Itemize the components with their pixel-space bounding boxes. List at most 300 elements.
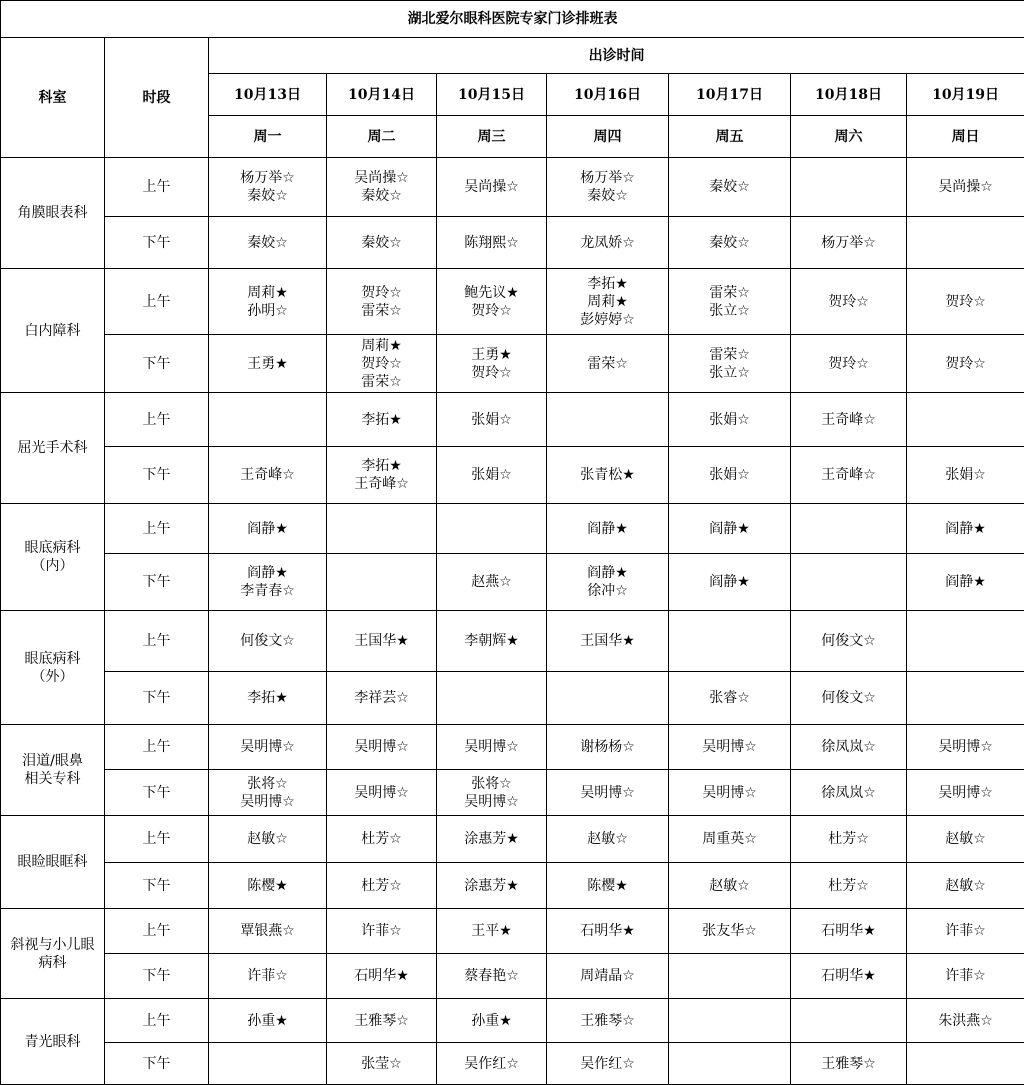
table-row <box>1 672 1024 725</box>
doctor-name: 阎静★ <box>549 520 666 538</box>
department-name-line: 泪道/眼鼻 <box>3 752 102 770</box>
schedule-cell <box>669 217 791 269</box>
doctor-name: 李拓★ <box>211 689 324 707</box>
schedule-cell <box>791 554 907 611</box>
doctor-name: 涂惠芳★ <box>439 877 544 895</box>
schedule-cell <box>209 335 327 393</box>
period-morning: 上午 <box>105 269 209 335</box>
doctor-name: 许菲☆ <box>909 922 1022 940</box>
department-name-line: 白内障科 <box>3 322 102 340</box>
doctor-name: 谢杨杨☆ <box>549 738 666 756</box>
schedule-cell <box>791 863 907 909</box>
doctor-name: 阎静★ <box>671 520 788 538</box>
doctor-name: 张将☆ <box>211 775 324 793</box>
schedule-cell <box>547 504 669 554</box>
doctor-name: 张青松★ <box>549 466 666 484</box>
title-row <box>1 1 1024 38</box>
doctor-name: 周莉★ <box>329 337 434 355</box>
doctor-name: 徐凤岚☆ <box>793 738 904 756</box>
schedule-cell <box>209 1043 327 1085</box>
table-row <box>1 217 1024 269</box>
period-afternoon: 下午 <box>105 335 209 393</box>
doctor-name: 王奇峰☆ <box>211 466 324 484</box>
header-clinic-time: 出诊时间 <box>209 38 1024 74</box>
schedule-cell <box>907 335 1024 393</box>
schedule-cell <box>791 269 907 335</box>
schedule-cell <box>209 554 327 611</box>
doctor-name: 王奇峰☆ <box>793 411 904 429</box>
schedule-cell <box>907 999 1024 1043</box>
doctor-name: 徐凤岚☆ <box>793 784 904 802</box>
doctor-name: 彭婷婷☆ <box>549 311 666 329</box>
schedule-cell <box>547 863 669 909</box>
doctor-name: 张立☆ <box>671 302 788 320</box>
doctor-name: 贺玲☆ <box>793 293 904 311</box>
doctor-name: 阎静★ <box>211 564 324 582</box>
doctor-name: 王平★ <box>439 922 544 940</box>
schedule-cell <box>547 335 669 393</box>
doctor-name: 杨万举☆ <box>549 169 666 187</box>
table-row <box>1 269 1024 335</box>
department-name <box>1 269 105 393</box>
doctor-name: 陈樱★ <box>549 877 666 895</box>
schedule-cell <box>669 816 791 863</box>
schedule-cell <box>209 725 327 770</box>
schedule-cell <box>327 447 437 504</box>
doctor-name: 秦姣☆ <box>671 234 788 252</box>
schedule-cell <box>327 999 437 1043</box>
schedule-cell <box>547 393 669 447</box>
schedule-cell <box>907 217 1024 269</box>
schedule-cell <box>669 1043 791 1085</box>
schedule-cell <box>907 447 1024 504</box>
schedule-cell <box>209 770 327 816</box>
schedule-cell <box>791 909 907 954</box>
schedule-cell <box>791 335 907 393</box>
doctor-name: 李拓★ <box>329 411 434 429</box>
schedule-cell <box>209 954 327 999</box>
schedule-cell <box>907 504 1024 554</box>
doctor-name: 周莉★ <box>549 293 666 311</box>
doctor-name: 吴尚操☆ <box>439 178 544 196</box>
schedule-cell <box>791 447 907 504</box>
doctor-name: 张娟☆ <box>671 411 788 429</box>
schedule-cell <box>907 1043 1024 1085</box>
schedule-cell <box>669 611 791 672</box>
schedule-cell <box>327 863 437 909</box>
schedule-cell <box>437 999 547 1043</box>
schedule-cell <box>547 554 669 611</box>
schedule-cell <box>547 816 669 863</box>
doctor-name: 王雅琴☆ <box>549 1012 666 1030</box>
period-morning: 上午 <box>105 158 209 217</box>
schedule-cell <box>327 393 437 447</box>
schedule-cell <box>209 269 327 335</box>
table-row <box>1 611 1024 672</box>
doctor-name: 秦姣☆ <box>549 187 666 205</box>
period-afternoon: 下午 <box>105 1043 209 1085</box>
period-morning: 上午 <box>105 816 209 863</box>
table-row <box>1 954 1024 999</box>
schedule-cell <box>907 672 1024 725</box>
table-row <box>1 909 1024 954</box>
department-name <box>1 158 105 269</box>
doctor-name: 秦姣☆ <box>211 187 324 205</box>
schedule-cell <box>437 217 547 269</box>
page-title: 湖北爱尔眼科医院专家门诊排班表 <box>1 1 1024 38</box>
schedule-cell <box>209 217 327 269</box>
doctor-name: 王国华★ <box>549 632 666 650</box>
date-header: 10月13日 <box>209 74 327 116</box>
doctor-name: 王勇★ <box>439 346 544 364</box>
doctor-name: 李拓★ <box>329 457 434 475</box>
period-afternoon: 下午 <box>105 217 209 269</box>
doctor-name: 雷荣☆ <box>329 302 434 320</box>
schedule-cell <box>791 999 907 1043</box>
schedule-cell <box>437 672 547 725</box>
weekday-header: 周日 <box>907 116 1024 158</box>
doctor-name: 王勇★ <box>211 355 324 373</box>
schedule-cell <box>791 158 907 217</box>
doctor-name: 吴明博☆ <box>671 784 788 802</box>
date-header: 10月15日 <box>437 74 547 116</box>
table-row <box>1 725 1024 770</box>
doctor-name: 贺玲☆ <box>329 284 434 302</box>
period-morning: 上午 <box>105 393 209 447</box>
schedule-cell <box>791 504 907 554</box>
table-row <box>1 158 1024 217</box>
doctor-name: 吴明博☆ <box>211 738 324 756</box>
doctor-name: 贺玲☆ <box>793 355 904 373</box>
doctor-name: 张莹☆ <box>329 1055 434 1073</box>
doctor-name: 赵敏☆ <box>549 830 666 848</box>
schedule-cell <box>327 672 437 725</box>
department-name <box>1 393 105 504</box>
table-row <box>1 393 1024 447</box>
schedule-cell <box>907 909 1024 954</box>
table-row <box>1 1043 1024 1085</box>
schedule-cell <box>437 863 547 909</box>
schedule-cell <box>669 447 791 504</box>
schedule-cell <box>327 909 437 954</box>
doctor-name: 杨万举☆ <box>793 234 904 252</box>
table-row <box>1 554 1024 611</box>
schedule-cell <box>547 217 669 269</box>
schedule-cell <box>547 999 669 1043</box>
schedule-cell <box>907 725 1024 770</box>
schedule-cell <box>907 393 1024 447</box>
department-name-line: 斜视与小儿眼 <box>3 936 102 954</box>
doctor-name: 张娟☆ <box>439 466 544 484</box>
schedule-cell <box>669 269 791 335</box>
schedule-cell <box>791 611 907 672</box>
schedule-cell <box>209 863 327 909</box>
schedule-cell <box>547 269 669 335</box>
department-name-line: 青光眼科 <box>3 1033 102 1051</box>
doctor-name: 秦姣☆ <box>329 234 434 252</box>
date-header: 10月14日 <box>327 74 437 116</box>
date-header: 10月16日 <box>547 74 669 116</box>
doctor-name: 吴明博☆ <box>439 738 544 756</box>
doctor-name: 周莉★ <box>211 284 324 302</box>
doctor-name: 石明华★ <box>793 922 904 940</box>
table-row <box>1 770 1024 816</box>
schedule-cell <box>327 725 437 770</box>
schedule-cell <box>209 999 327 1043</box>
doctor-name: 吴明博☆ <box>671 738 788 756</box>
doctor-name: 李拓★ <box>549 275 666 293</box>
doctor-name: 蔡春艳☆ <box>439 967 544 985</box>
doctor-name: 王奇峰☆ <box>329 475 434 493</box>
table-row <box>1 447 1024 504</box>
schedule-cell <box>669 725 791 770</box>
schedule-cell <box>547 672 669 725</box>
schedule-cell <box>547 158 669 217</box>
doctor-name: 石明华★ <box>329 967 434 985</box>
period-afternoon: 下午 <box>105 954 209 999</box>
schedule-cell <box>907 954 1024 999</box>
doctor-name: 阎静★ <box>549 564 666 582</box>
doctor-name: 石明华★ <box>793 967 904 985</box>
doctor-name: 许菲☆ <box>329 922 434 940</box>
schedule-cell <box>437 611 547 672</box>
schedule-cell <box>209 158 327 217</box>
doctor-name: 周靖晶☆ <box>549 967 666 985</box>
doctor-name: 赵燕☆ <box>439 573 544 591</box>
header-period: 时段 <box>105 38 209 158</box>
schedule-cell <box>437 954 547 999</box>
doctor-name: 李青春☆ <box>211 582 324 600</box>
schedule-cell <box>327 269 437 335</box>
doctor-name: 吴明博☆ <box>909 784 1022 802</box>
doctor-name: 贺玲☆ <box>439 302 544 320</box>
doctor-name: 孙重★ <box>211 1012 324 1030</box>
doctor-name: 鲍先议★ <box>439 284 544 302</box>
schedule-cell <box>437 393 547 447</box>
doctor-name: 贺玲☆ <box>909 293 1022 311</box>
schedule-cell <box>209 504 327 554</box>
doctor-name: 贺玲☆ <box>909 355 1022 373</box>
department-name <box>1 816 105 909</box>
doctor-name: 何俊文☆ <box>793 632 904 650</box>
doctor-name: 雷荣☆ <box>671 284 788 302</box>
period-afternoon: 下午 <box>105 863 209 909</box>
doctor-name: 孙重★ <box>439 1012 544 1030</box>
schedule-cell <box>209 909 327 954</box>
schedule-cell <box>209 447 327 504</box>
doctor-name: 陈翔熙☆ <box>439 234 544 252</box>
doctor-name: 阎静★ <box>211 520 324 538</box>
doctor-name: 杨万举☆ <box>211 169 324 187</box>
doctor-name: 朱洪燕☆ <box>909 1012 1022 1030</box>
schedule-cell <box>437 269 547 335</box>
schedule-cell <box>907 611 1024 672</box>
schedule-cell <box>327 335 437 393</box>
doctor-name: 何俊文☆ <box>211 632 324 650</box>
doctor-name: 张娟☆ <box>439 411 544 429</box>
doctor-name: 阎静★ <box>909 520 1022 538</box>
doctor-name: 徐冲☆ <box>549 582 666 600</box>
doctor-name: 周重英☆ <box>671 830 788 848</box>
doctor-name: 赵敏☆ <box>909 830 1022 848</box>
department-name-line: （内） <box>3 557 102 575</box>
department-name <box>1 909 105 999</box>
doctor-name: 杜芳☆ <box>329 830 434 848</box>
doctor-name: 贺玲☆ <box>329 355 434 373</box>
weekday-header: 周一 <box>209 116 327 158</box>
schedule-cell <box>327 217 437 269</box>
period-afternoon: 下午 <box>105 672 209 725</box>
schedule-cell <box>437 770 547 816</box>
schedule-cell <box>437 909 547 954</box>
doctor-name: 陈樱★ <box>211 877 324 895</box>
doctor-name: 王国华★ <box>329 632 434 650</box>
schedule-cell <box>669 504 791 554</box>
schedule-cell <box>209 611 327 672</box>
schedule-cell <box>327 504 437 554</box>
doctor-name: 张娟☆ <box>671 466 788 484</box>
date-header: 10月18日 <box>791 74 907 116</box>
department-name-line: 眼睑眼眶科 <box>3 853 102 871</box>
doctor-name: 吴明博☆ <box>909 738 1022 756</box>
department-name <box>1 611 105 725</box>
department-name <box>1 999 105 1085</box>
doctor-name: 王雅琴☆ <box>793 1055 904 1073</box>
doctor-name: 秦姣☆ <box>329 187 434 205</box>
schedule-cell <box>547 447 669 504</box>
doctor-name: 阎静★ <box>909 573 1022 591</box>
doctor-name: 张立☆ <box>671 364 788 382</box>
schedule-cell <box>669 335 791 393</box>
doctor-name: 雷荣☆ <box>329 373 434 391</box>
schedule-cell <box>327 158 437 217</box>
doctor-name: 石明华★ <box>549 922 666 940</box>
doctor-name: 覃银燕☆ <box>211 922 324 940</box>
schedule-cell <box>791 770 907 816</box>
schedule-cell <box>791 393 907 447</box>
doctor-name: 张友华☆ <box>671 922 788 940</box>
schedule-cell <box>907 863 1024 909</box>
schedule-cell <box>547 725 669 770</box>
period-afternoon: 下午 <box>105 447 209 504</box>
schedule-cell <box>669 770 791 816</box>
date-header: 10月17日 <box>669 74 791 116</box>
doctor-name: 吴明博☆ <box>211 793 324 811</box>
schedule-cell <box>437 504 547 554</box>
schedule-cell <box>907 269 1024 335</box>
schedule-cell <box>669 909 791 954</box>
schedule-cell <box>547 909 669 954</box>
doctor-name: 雷荣☆ <box>671 346 788 364</box>
doctor-name: 吴尚操☆ <box>909 178 1022 196</box>
schedule-cell <box>327 770 437 816</box>
schedule-cell <box>327 816 437 863</box>
doctor-name: 何俊文☆ <box>793 689 904 707</box>
doctor-name: 贺玲☆ <box>439 364 544 382</box>
schedule-cell <box>327 611 437 672</box>
doctor-name: 秦姣☆ <box>671 178 788 196</box>
doctor-name: 龙凤娇☆ <box>549 234 666 252</box>
schedule-cell <box>907 770 1024 816</box>
schedule-cell <box>437 447 547 504</box>
department-name-line: 病科 <box>3 954 102 972</box>
weekday-header: 周四 <box>547 116 669 158</box>
doctor-name: 吴明博☆ <box>329 738 434 756</box>
period-afternoon: 下午 <box>105 554 209 611</box>
schedule-cell <box>437 1043 547 1085</box>
doctor-name: 杜芳☆ <box>329 877 434 895</box>
department-name-line: （外） <box>3 668 102 686</box>
doctor-name: 张睿☆ <box>671 689 788 707</box>
schedule-cell <box>907 816 1024 863</box>
department-name-line: 屈光手术科 <box>3 439 102 457</box>
schedule-cell <box>791 1043 907 1085</box>
schedule-cell <box>209 672 327 725</box>
doctor-name: 吴作红☆ <box>549 1055 666 1073</box>
doctor-name: 杜芳☆ <box>793 877 904 895</box>
doctor-name: 吴尚操☆ <box>329 169 434 187</box>
schedule-cell <box>907 158 1024 217</box>
doctor-name: 李祥芸☆ <box>329 689 434 707</box>
schedule-cell <box>669 863 791 909</box>
department-name-line: 眼底病科 <box>3 650 102 668</box>
doctor-name: 吴明博☆ <box>439 793 544 811</box>
period-morning: 上午 <box>105 725 209 770</box>
schedule-cell <box>437 158 547 217</box>
table-row <box>1 504 1024 554</box>
schedule-cell <box>437 816 547 863</box>
header-department: 科室 <box>1 38 105 158</box>
schedule-cell <box>907 554 1024 611</box>
schedule-cell <box>547 770 669 816</box>
weekday-header: 周二 <box>327 116 437 158</box>
schedule-cell <box>547 1043 669 1085</box>
doctor-name: 赵敏☆ <box>909 877 1022 895</box>
doctor-name: 涂惠芳★ <box>439 830 544 848</box>
doctor-name: 王雅琴☆ <box>329 1012 434 1030</box>
weekday-header: 周六 <box>791 116 907 158</box>
schedule-cell <box>791 672 907 725</box>
doctor-name: 许菲☆ <box>211 967 324 985</box>
header-row-1 <box>1 38 1024 74</box>
date-header: 10月19日 <box>907 74 1024 116</box>
table-row <box>1 816 1024 863</box>
schedule-cell <box>209 816 327 863</box>
schedule-cell <box>437 335 547 393</box>
doctor-name: 杜芳☆ <box>793 830 904 848</box>
schedule-cell <box>791 954 907 999</box>
doctor-name: 张将☆ <box>439 775 544 793</box>
period-morning: 上午 <box>105 999 209 1043</box>
schedule-cell <box>327 1043 437 1085</box>
schedule-cell <box>669 954 791 999</box>
period-morning: 上午 <box>105 504 209 554</box>
doctor-name: 秦姣☆ <box>211 234 324 252</box>
schedule-cell <box>437 554 547 611</box>
schedule-cell <box>791 816 907 863</box>
department-name-line: 眼底病科 <box>3 539 102 557</box>
doctor-name: 孙明☆ <box>211 302 324 320</box>
doctor-name: 吴明博☆ <box>549 784 666 802</box>
schedule-cell <box>669 672 791 725</box>
weekday-header: 周五 <box>669 116 791 158</box>
schedule-cell <box>327 554 437 611</box>
doctor-name: 赵敏☆ <box>211 830 324 848</box>
weekday-header: 周三 <box>437 116 547 158</box>
table-row <box>1 335 1024 393</box>
period-morning: 上午 <box>105 611 209 672</box>
table-row <box>1 999 1024 1043</box>
